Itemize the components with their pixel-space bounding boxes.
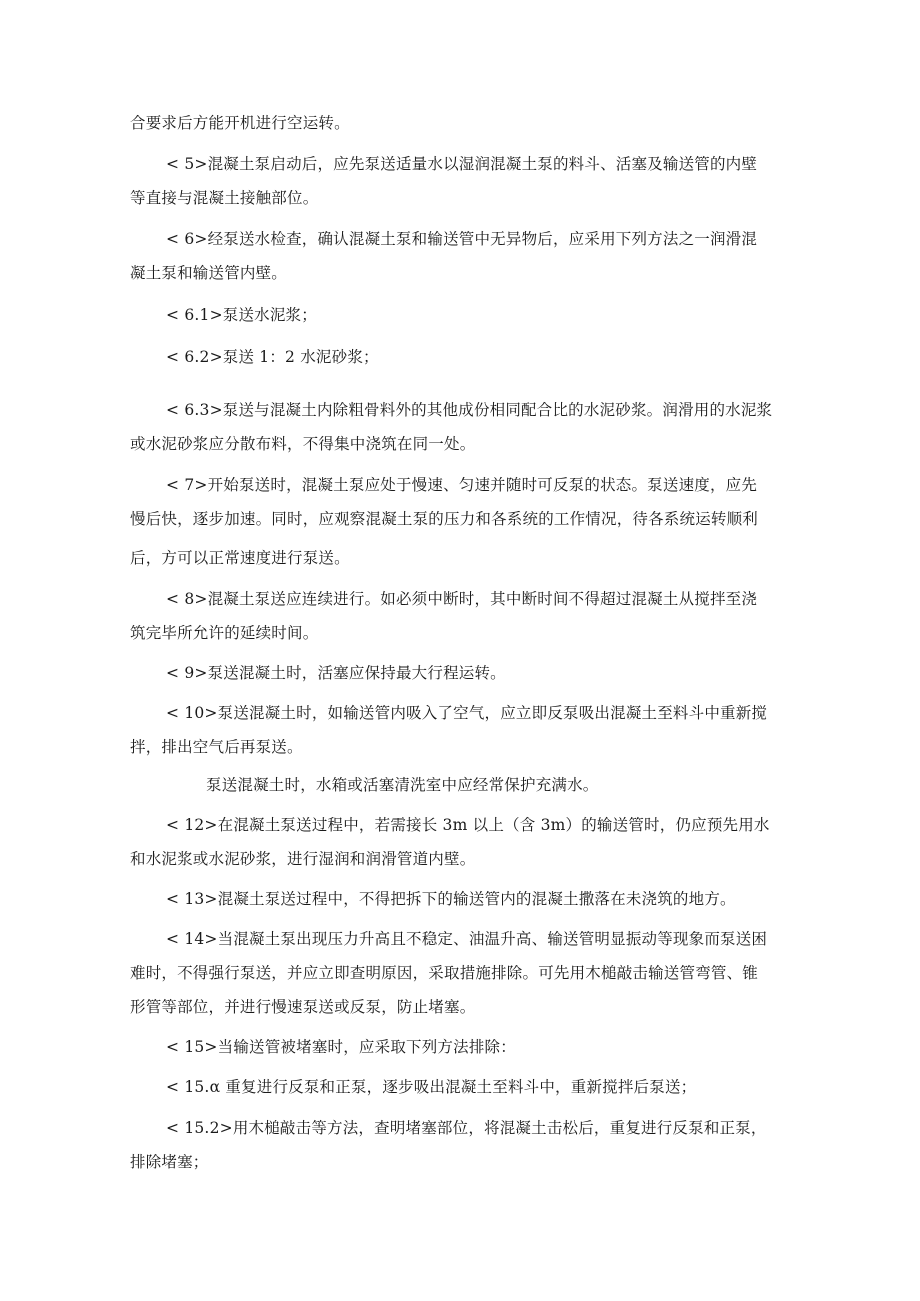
paragraph-line: 和水泥浆或水泥砂浆，进行湿润和润滑管道内壁。 [130, 850, 476, 868]
paragraph-line: < 8>混凝土泵送应连续进行。如必须中断时，其中断时间不得超过混凝土从搅拌至浇 [166, 590, 758, 608]
paragraph-line: < 15>当输送管被堵塞时，应采取下列方法排除： [166, 1038, 516, 1056]
paragraph-line: < 6.2>泵送 1：2 水泥砂浆； [166, 348, 379, 366]
paragraph-line: < 12>在混凝土泵送过程中，若需接长 3m 以上（含 3m）的输送管时，仍应预先用水 [166, 816, 770, 834]
paragraph-line: 形管等部位，并进行慢速泵送或反泵，防止堵塞。 [130, 998, 476, 1016]
paragraph-line: < 5>混凝土泵启动后，应先泵送适量水以湿润混凝土泵的料斗、活塞及输送管的内壁 [166, 155, 758, 173]
paragraph-line: 凝土泵和输送管内壁。 [130, 264, 288, 282]
paragraph-line: < 7>开始泵送时，混凝土泵应处于慢速、匀速并随时可反泵的状态。泵送速度，应先 [166, 476, 758, 494]
paragraph-line: < 6.1>泵送水泥浆； [166, 306, 317, 324]
paragraph-line: < 6.3>泵送与混凝土内除粗骨料外的其他成份相同配合比的水泥砂浆。润滑用的水泥浆 [166, 401, 773, 419]
paragraph-line: 泵送混凝土时，水箱或活塞清洗室中应经常保护充满水。 [206, 776, 599, 794]
paragraph-line: 或水泥砂浆应分散布料，不得集中浇筑在同一处。 [130, 435, 476, 453]
paragraph-line: < 15.2>用木槌敲击等方法，查明堵塞部位，将混凝土击松后，重复进行反泵和正泵， [166, 1119, 767, 1137]
paragraph-line: 排除堵塞； [130, 1153, 209, 1171]
paragraph-line: 后，方可以正常速度进行泵送。 [130, 549, 350, 567]
paragraph-line: < 9>泵送混凝土时，活塞应保持最大行程运转。 [166, 664, 506, 682]
paragraph-line: 筑完毕所允许的延续时间。 [130, 624, 319, 642]
paragraph-line: 等直接与混凝土接触部位。 [130, 189, 319, 207]
paragraph-line: < 6>经泵送水检查，确认混凝土泵和输送管中无异物后，应采用下列方法之一润滑混 [166, 230, 758, 248]
paragraph-line: 难时，不得强行泵送，并应立即查明原因，采取措施排除。可先用木槌敲击输送管弯管、锥 [130, 964, 759, 982]
paragraph-line: < 13>混凝土泵送过程中，不得把拆下的输送管内的混凝土撒落在未浇筑的地方。 [166, 890, 736, 908]
paragraph-line: 合要求后方能开机进行空运转。 [130, 114, 350, 132]
paragraph-line: < 10>泵送混凝土时，如输送管内吸入了空气，应立即反泵吸出混凝土至料斗中重新搅 [166, 704, 768, 722]
paragraph-line: < 14>当混凝土泵出现压力升高且不稳定、油温升高、输送管明显振动等现象而泵送困 [166, 930, 768, 948]
paragraph-line: < 15.α 重复进行反泵和正泵，逐步吸出混凝土至料斗中，重新搅拌后泵送； [166, 1078, 697, 1096]
paragraph-line: 拌，排出空气后再泵送。 [130, 738, 303, 756]
paragraph-line: 慢后快，逐步加速。同时，应观察混凝土泵的压力和各系统的工作情况，待各系统运转顺利 [130, 510, 759, 528]
